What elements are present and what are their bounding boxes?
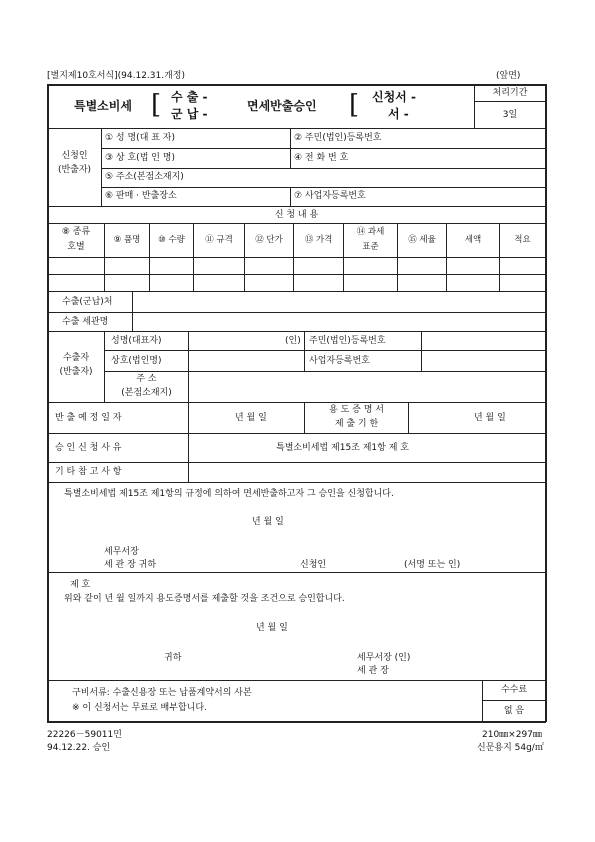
- request-heading: 신 청 내 용: [274, 209, 319, 220]
- exporter-group-label: 수출자: [62, 352, 90, 363]
- title-option-military-supply: 군 납 -: [171, 107, 208, 121]
- approval-reason-label: 승 인 신 청 사 유: [55, 443, 122, 453]
- approval-number: 제 호: [70, 580, 91, 590]
- title-prefix: 특별소비세: [74, 99, 132, 113]
- title-option-certificate: 서 -: [388, 107, 409, 121]
- col-quantity: ⑩ 수량: [158, 235, 185, 245]
- fee-label: 수수료: [500, 685, 528, 695]
- exporter-seal-mark: (인): [285, 336, 301, 346]
- col-spec: ⑪ 규격: [205, 235, 233, 245]
- fee-value: 없 음: [503, 705, 525, 716]
- exporter-address-sublabel: (본점소재지): [121, 388, 172, 398]
- approval-addressee: 귀하: [164, 653, 182, 663]
- col-category: ⑧ 종류: [61, 226, 91, 237]
- export-destination-label: 수출(군납)처: [62, 297, 113, 307]
- col-item-name: ⑨ 품명: [113, 235, 141, 245]
- certificate-deadline-value: 년 월 일: [474, 413, 506, 423]
- applicant-address-label: ⑤ 주소(본점소재지): [105, 172, 184, 182]
- print-code: 22226－59011민: [47, 730, 122, 740]
- col-remarks: 적요: [514, 235, 531, 245]
- shipment-date-value: 년 월 일: [235, 413, 267, 423]
- col-price: ⑬ 가격: [304, 235, 333, 245]
- approval-text: 위와 같이 년 월 일까지 용도증명서를 제출할 것을 조건으로 승인합니다.: [64, 594, 345, 604]
- exporter-company-label: 상호(법인명): [111, 356, 162, 366]
- applicant-reg-no-label: ② 주민(법인)등록번호: [294, 133, 382, 143]
- processing-period-label: 처리기간: [492, 88, 528, 98]
- exporter-name-label: 성명(대표자): [111, 336, 162, 346]
- declaration-applicant-label: 신청인: [300, 560, 327, 570]
- declaration-date: 년 월 일: [252, 517, 284, 527]
- approval-issuer-customs: 세 관 장: [357, 666, 389, 676]
- required-documents: 구비서류: 수출신용장 또는 납품계약서의 사본: [72, 688, 252, 698]
- declaration-addressee-customs: 세 관 장 귀하: [104, 560, 157, 570]
- certificate-deadline-sublabel: 제 출 기 한: [334, 419, 379, 429]
- col-unit-price: ⑫ 단가: [255, 235, 283, 245]
- applicant-group-label: 신청인: [61, 150, 88, 161]
- applicant-name-label: ① 성 명(대 표 자): [105, 133, 176, 143]
- approval-reason-value: 특별소비세법 제15조 제1항 제 호: [276, 443, 409, 453]
- declaration-addressee: 세무서장: [104, 547, 139, 557]
- title-main: 면세반출승인: [247, 99, 317, 113]
- declaration-text: 특별소비세법 제15조 제1항의 규정에 의하여 면세반출하고자 그 승인을 신청합니다.: [64, 489, 394, 499]
- col-tax-rate: ⑮ 세율: [408, 235, 436, 245]
- col-tax-amount: 세액: [464, 235, 482, 245]
- title-option-export: 수 출 -: [171, 90, 208, 104]
- col-category-sub: 호별: [67, 241, 85, 252]
- applicant-biz-no-label: ⑦ 사업자등록번호: [294, 191, 366, 201]
- free-distribution-note: ※ 이 신청서는 무료로 배부합니다.: [72, 703, 207, 713]
- paper-size: 210㎜×297㎜: [482, 730, 542, 740]
- exporter-address-label: 주 소: [136, 374, 157, 384]
- form-number: [별지제10호서식](94.12.31.개정): [47, 71, 185, 81]
- exporter-reg-no-label: 주민(법인)등록번호: [309, 336, 386, 346]
- applicant-company-label: ③ 상 호(법 인 명): [105, 153, 176, 163]
- shipment-date-label: 반 출 예 정 일 자: [55, 413, 122, 423]
- col-tax-base-sub: 표준: [362, 242, 379, 252]
- exporter-biz-no-label: 사업자등록번호: [309, 356, 370, 366]
- print-approval: 94.12.22. 승인: [47, 743, 111, 753]
- page-side-label: (앞면): [496, 71, 521, 81]
- col-tax-base: ⑭ 과세: [356, 227, 385, 237]
- processing-period-value: 3일: [502, 109, 518, 120]
- approval-issuer: 세무서장 (인): [357, 653, 411, 663]
- title-bracket-left-2: [: [349, 90, 360, 120]
- applicant-group-sublabel: (반출자): [57, 164, 92, 175]
- paper-type: 신문용지 54g/㎡: [477, 743, 544, 753]
- export-customs-label: 수출 세관명: [62, 317, 109, 327]
- title-option-application: 신청서 -: [372, 90, 416, 104]
- applicant-phone-label: ④ 전 화 번 호: [294, 153, 349, 163]
- title-bracket-left-1: [: [151, 90, 162, 120]
- certificate-deadline-label: 용 도 증 명 서: [329, 405, 384, 415]
- exporter-group-sublabel: (반출자): [59, 366, 93, 377]
- approval-date: 년 월 일: [256, 623, 288, 633]
- other-notes-label: 기 타 참 고 사 항: [55, 467, 122, 477]
- declaration-sign-label: (서명 또는 인): [404, 560, 461, 570]
- applicant-sales-place-label: ⑥ 판매 · 반출장소: [105, 191, 177, 201]
